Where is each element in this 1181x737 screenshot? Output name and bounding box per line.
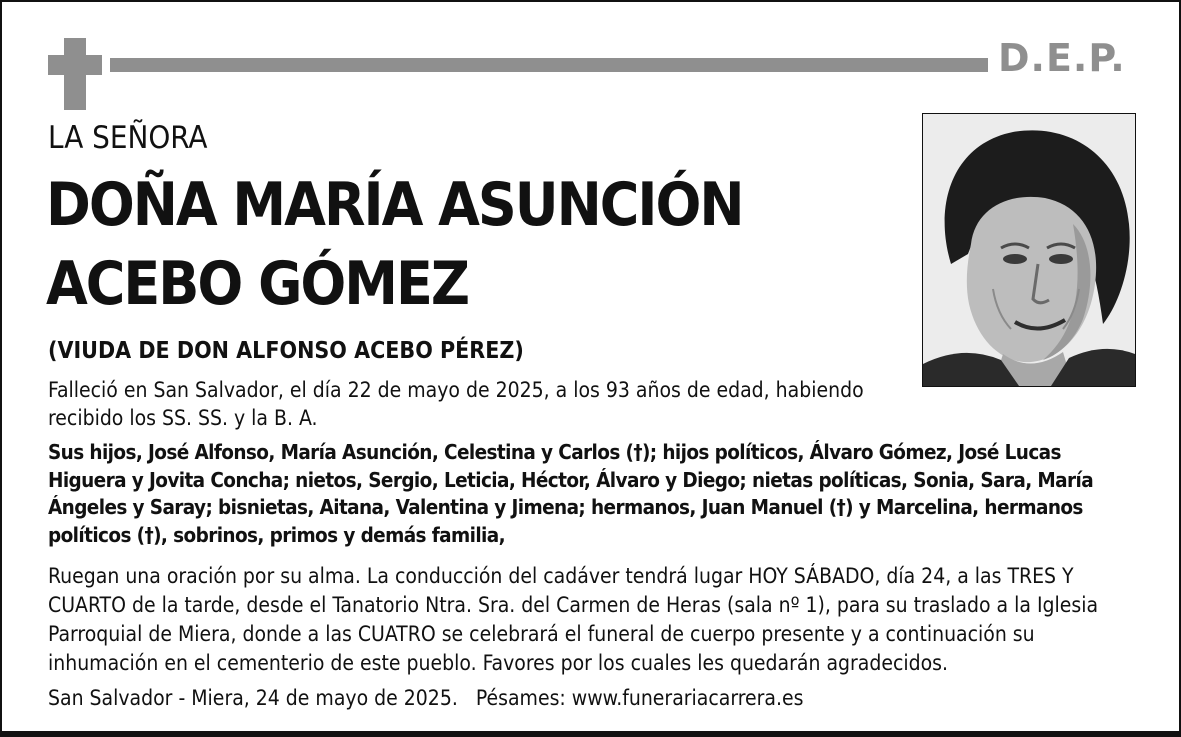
latin-cross-icon-bar [48, 55, 102, 75]
death-notice: Falleció en San Salvador, el día 22 de mayo de 2025, a los 93 años de edad, habiendo recibido los SS. SS. y la B. A. [48, 378, 864, 430]
footer-place-date: San Salvador - Miera, 24 de mayo de 2025. [48, 686, 458, 710]
condolences-link[interactable]: Pésames: www.funerariacarrera.es [475, 686, 804, 710]
honorific: LA SEÑORA [48, 120, 208, 156]
header-rule [110, 58, 988, 72]
footer [48, 684, 1143, 712]
dep-label: D.E.P. [998, 36, 1126, 80]
deceased-portrait [922, 113, 1136, 387]
deceased-name-line2: ACEBO GÓMEZ [46, 249, 468, 319]
deceased-name-line1: DOÑA MARÍA ASUNCIÓN [46, 170, 743, 240]
widow-note: (VIUDA DE DON ALFONSO ACEBO PÉREZ) [48, 338, 524, 364]
family-list: Sus hijos, José Alfonso, María Asunción, Celestina y Carlos (†); hijos políticos, Álvaro Gómez, José Lucas Higuera y Jovita Concha; nietos, Sergio, Leticia, Héctor, Álvaro y Diego; nietas políticas, Sonia, Sara, María Ángeles y Saray; bisnietas, Aitana, Valentina y Jimena; hermanos, Juan Manuel (†) y Marcelina, hermanos políticos (†), sobrinos, primos y demás familia, [48, 440, 1094, 547]
prayer-request: Ruegan una oración por su alma. La conducción del cadáver tendrá lugar HOY SÁBADO, día 24, a las TRES Y CUARTO de la tarde, desde el Tanatorio Ntra. Sra. del Carmen de Heras (sala nº 1), para su traslado a la Iglesia Parroquial de Miera, donde a las CUATRO se celebrará el funeral de cuerpo presente y a continuación su inhumación en el cementerio de este pueblo. Favores por los cuales les quedarán agradecidos. [48, 564, 1099, 675]
